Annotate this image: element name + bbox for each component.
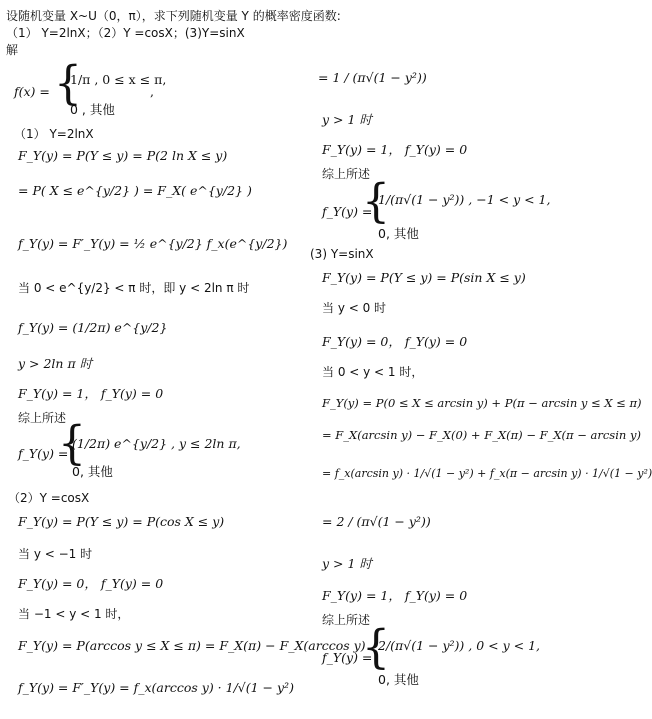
- part2-cdf: F_Y(y) = P(Y ≤ y) = P(cos X ≤ y): [18, 514, 225, 529]
- part2-cdf-zero: F_Y(y) = 0， f_Y(y) = 0: [18, 576, 164, 591]
- part3-pdf-result: = 2 / (π√(1 − y²)): [322, 514, 431, 529]
- fx-case-1: 1/π , 0 ≤ x ≤ π,: [70, 72, 167, 87]
- part2-summary-case-1: 1/(π√(1 − y²)) , −1 < y < 1,: [378, 192, 551, 207]
- part1-summary-label: 综上所述: [18, 411, 67, 425]
- part2-cdf-mid: F_Y(y) = P(arccos y ≤ X ≤ π) = F_X(π) − F_X(arccos y): [18, 638, 366, 653]
- part1-summary-lhs: f_Y(y) =: [18, 446, 69, 461]
- part3-cdf-zero: F_Y(y) = 0， f_Y(y) = 0: [322, 334, 468, 349]
- part3-pdf: = f_x(arcsin y) · 1/√(1 − y²) + f_x(π − arcsin y) · 1/√(1 − y²): [322, 467, 652, 480]
- part1-condition: 当 0 < e^{y/2} < π 时，即 y < 2ln π 时: [18, 281, 250, 295]
- part3-condition: 当 y < 0 时: [322, 301, 387, 315]
- part3-title: (3) Y=sinX: [310, 247, 374, 261]
- part2-condition-2: 当 −1 < y < 1 时，: [18, 607, 130, 621]
- part1-cdf-case: F_Y(y) = 1， f_Y(y) = 0: [18, 386, 164, 401]
- fx-definition-lhs: f(x) =: [14, 84, 50, 99]
- part3-cdf: F_Y(y) = P(Y ≤ y) = P(sin X ≤ y): [322, 270, 526, 285]
- part1-title: （1） Y=2lnX: [14, 127, 94, 141]
- left-brace-icon: {: [58, 416, 86, 471]
- part2-summary-case-2: 0, 其他: [378, 226, 419, 241]
- problem-statement: 设随机变量 X~U（0，π），求下列随机变量 Y 的概率密度函数:: [6, 9, 341, 23]
- part3-condition-3: y > 1 时: [322, 556, 372, 571]
- part1-pdf-case: f_Y(y) = (1/2π) e^{y/2}: [18, 320, 168, 335]
- part2-summary-label: 综上所述: [322, 167, 371, 181]
- part3-cdf-expand: = F_X(arcsin y) − F_X(0) + F_X(π) − F_X(π − arcsin y): [322, 428, 641, 442]
- part3-condition-2: 当 0 < y < 1 时，: [322, 365, 424, 379]
- part2-cdf-one: F_Y(y) = 1， f_Y(y) = 0: [322, 142, 468, 157]
- part1-summary-case-2: 0, 其他: [72, 464, 113, 479]
- subproblem-list: （1） Y=2lnX；（2）Y =cosX；(3)Y=sinX: [6, 26, 245, 40]
- left-brace-icon: {: [54, 56, 82, 111]
- left-brace-icon: {: [362, 620, 390, 675]
- part2-condition-3: y > 1 时: [322, 112, 372, 127]
- part3-summary-label: 综上所述: [322, 613, 371, 627]
- part2-summary-lhs: f_Y(y) =: [322, 204, 373, 219]
- part2-pdf: f_Y(y) = F′_Y(y) = f_x(arccos y) · 1/√(1 − y²): [18, 680, 294, 695]
- part1-cdf-eq: = P( X ≤ e^{y/2} ) = F_X( e^{y/2} ): [18, 183, 252, 198]
- part3-summary-case-1: 2/(π√(1 − y²)) , 0 < y < 1,: [378, 638, 540, 653]
- part2-pdf-result: = 1 / (π√(1 − y²)): [318, 70, 427, 85]
- part3-summary-lhs: f_Y(y) =: [322, 650, 373, 665]
- fx-case-2: 0 , 其他: [70, 102, 115, 117]
- part3-cdf-one: F_Y(y) = 1， f_Y(y) = 0: [322, 588, 468, 603]
- left-brace-icon: {: [362, 174, 390, 229]
- part1-summary-case-1: (1/2π) e^{y/2} , y ≤ 2ln π,: [72, 436, 241, 451]
- part1-pdf: f_Y(y) = F′_Y(y) = ½ e^{y/2} f_x(e^{y/2}): [18, 236, 288, 251]
- part2-title: （2）Y =cosX: [8, 491, 90, 505]
- solution-label: 解: [6, 43, 19, 57]
- fx-comma: ,: [150, 84, 154, 99]
- part3-summary-case-2: 0, 其他: [378, 672, 419, 687]
- part1-cdf: F_Y(y) = P(Y ≤ y) = P(2 ln X ≤ y): [18, 148, 228, 163]
- part3-cdf-mid: F_Y(y) = P(0 ≤ X ≤ arcsin y) + P(π − arcsin y ≤ X ≤ π): [322, 396, 642, 410]
- part2-condition: 当 y < −1 时: [18, 547, 93, 561]
- part1-condition-2: y > 2ln π 时: [18, 356, 93, 371]
